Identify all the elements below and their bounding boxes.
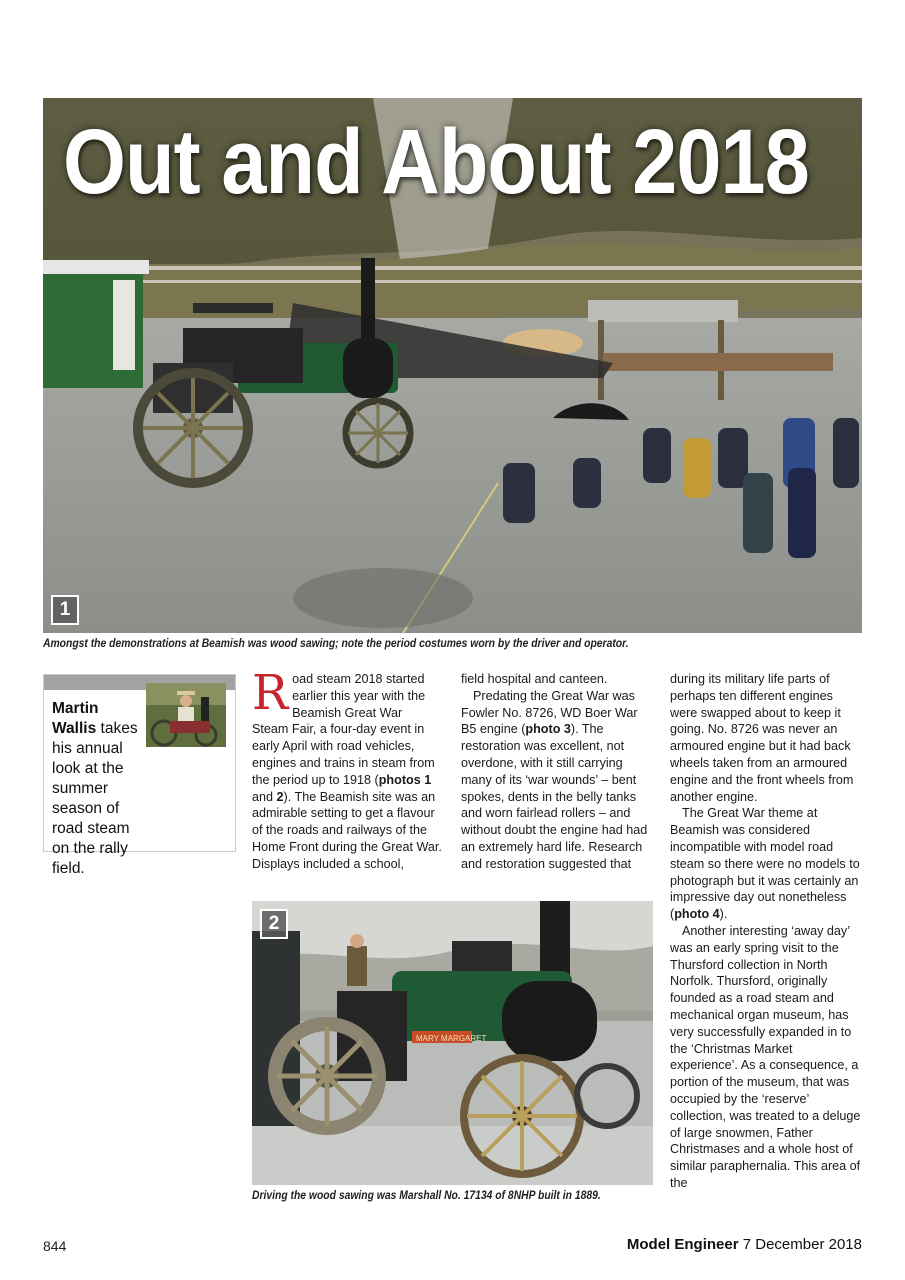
article-column-1	[252, 665, 442, 873]
photo-1	[43, 98, 862, 633]
article-column-3	[670, 671, 862, 1192]
col3-para-2: The Great War theme at Beamish was considered incompatible with model road steam so there were no models to photograph but it was certainly an impressive day out nonetheless (	[670, 806, 860, 922]
photo-ref-3: photo 3	[525, 722, 571, 737]
col1-and: and	[252, 789, 277, 804]
photo-ref-1: photos 1	[378, 772, 432, 787]
photo-2	[252, 901, 653, 1185]
magazine-footer	[627, 1236, 862, 1253]
photo-1-number: 1	[51, 595, 79, 625]
col3-para-3: Another interesting ‘away day’ was an early spring visit to the Thursford collection in North Norfolk. Thursford, originally founded as a road steam and mechanical organ museum, has very successfully expanded in to the ‘Christmas Market experience’. As a consequence, a portion of the museum, that was occupied by the ‘reserve’ collection, was treated to a deluge of large snowmen, Father Christmases and a whole host of similar paraphernalia. This area of the	[670, 923, 861, 1190]
drop-cap: R	[252, 665, 289, 721]
article-column-2	[461, 671, 651, 873]
col2-para-1: field hospital and canteen.	[461, 672, 608, 686]
col2-para-2-end: ). The restoration was excellent, not overdone, with it still carrying many of its ‘war wounds’ – bent spokes, dents in the belly tanks and worn fairlead rollers – and without doubt the engine had had an extremely hard life. Research and restoration suggested that	[461, 722, 648, 871]
photo-2-number: 2	[260, 909, 288, 939]
photo-ref-4: photo 4	[674, 907, 720, 922]
photo-2-nameplate: MARY MARGARET	[416, 1034, 487, 1043]
photo-1-caption: Amongst the demonstrations at Beamish was wood sawing; note the period costumes worn by the driver and operator.	[43, 638, 629, 650]
intro-description: takes his annual look at the summer season of road steam on the rally field.	[52, 720, 138, 877]
photo-2-caption: Driving the wood sawing was Marshall No. 17134 of 8NHP built in 1889.	[252, 1190, 601, 1202]
col3-para-1: during its military life parts of perhaps ten different engines were swapped about to keep it going. No. 8726 was never an armoured engine but it had back wheels taken from an armoured engine and the front wheels from another engine.	[670, 672, 854, 804]
photo-2-image	[252, 901, 653, 1185]
intro-box	[43, 674, 236, 877]
photo-ref-2: 2	[276, 789, 284, 804]
page-number: 844	[43, 1238, 67, 1254]
intro-author: Martin Wallis	[52, 700, 99, 737]
magazine-name: Model Engineer	[626, 1236, 739, 1253]
col3-para-2-end: ).	[719, 907, 728, 922]
col1-text: oad steam 2018 started earlier this year with the Beamish Great War Steam Fair, a four-day event in early April with road vehicles, engines and trains in steam from the period up to 1918 (	[252, 672, 435, 787]
issue-date: 7 December 2018	[742, 1236, 862, 1253]
headline: Out and About 2018	[63, 111, 809, 213]
col1-text-end: ). The Beamish site was an admirable setting to get a flavour of the roads and railways of the Home Front during the Great War. Displays included a school,	[252, 789, 442, 871]
intro-text	[52, 699, 232, 879]
col2-para-2: Predating the Great War was Fowler No. 8726, WD Boer War B5 engine (	[461, 688, 638, 737]
